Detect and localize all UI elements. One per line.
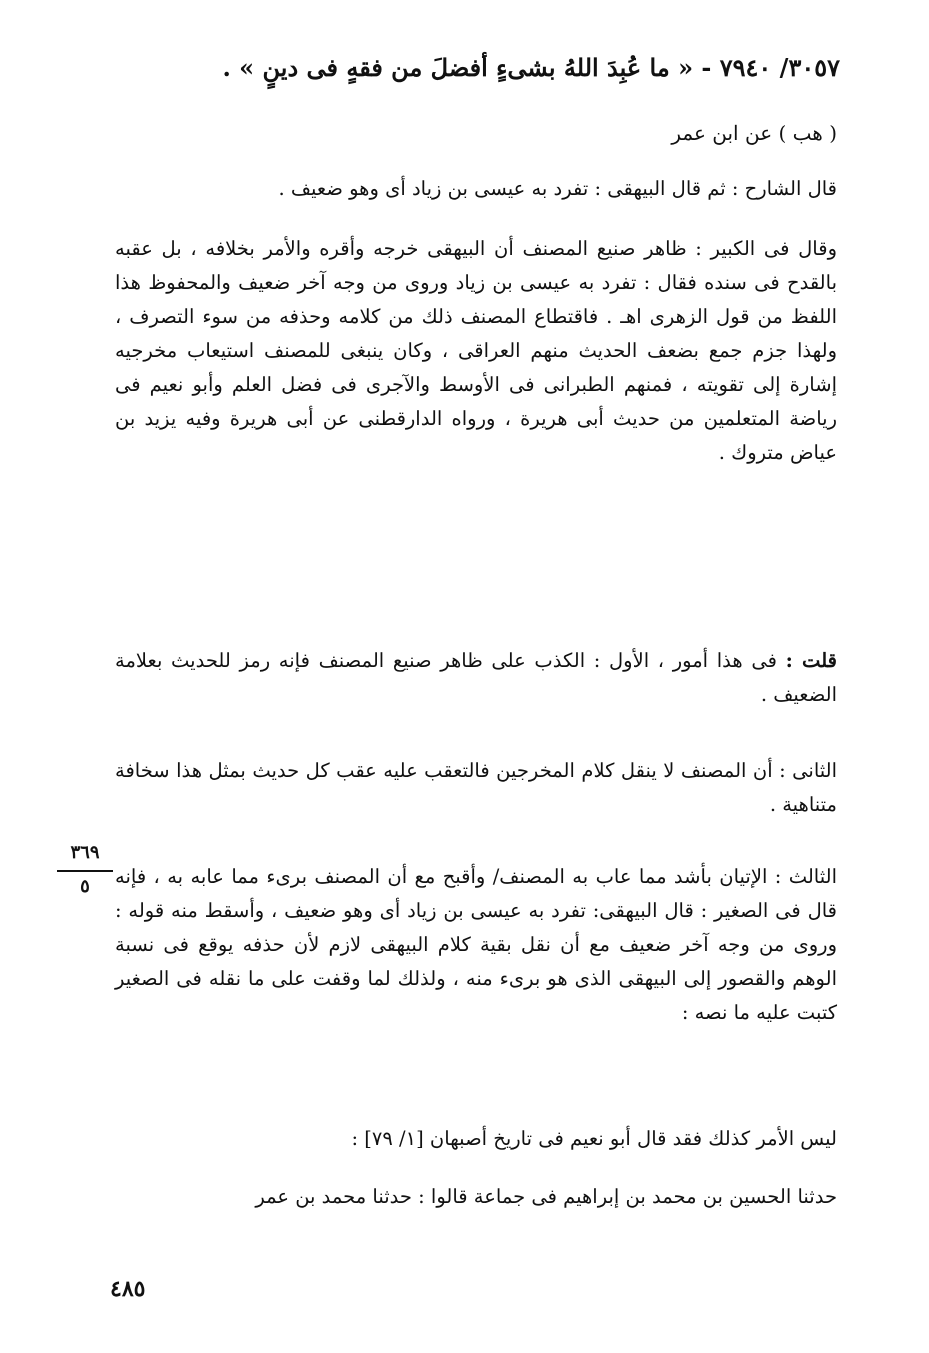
margin-folio-reference (56, 842, 114, 898)
margin-line: ٥ (80, 876, 90, 897)
hadith-source: ( هب ) عن ابن عمر (671, 121, 837, 145)
response-paragraph-third: الثالث : الإتيان بأشد مما عاب به المصنف/ وأقبح مع أن المصنف برىء مما عابه به ، فإنه قال فى الصغير : قال البيهقى: تفرد به عيسى بن زياد أى وهو ضعيف ، وأسقط منه قوله : وروى من وجه آخر ضعيف مع أن نقل بقية كلام البيهقى لازم لأن حذفه يوقع فى نسبة الوهم والقصور إلى البيهقى الذى هو برىء منه ، ولذلك لما وقفت على ما نقله فى الصغير كتبت عليه ما نصه : (115, 865, 837, 1024)
response-paragraph-citation: ليس الأمر كذلك فقد قال أبو نعيم فى تاريخ أصبهان [١/ ٧٩] : (351, 1127, 837, 1150)
commentary-paragraph-2: وقال فى الكبير : ظاهر صنيع المصنف أن البيهقى خرجه وأقره والأمر بخلافه ، بل عقبه بالقدح فى سنده فقال : تفرد به عيسى بن زياد وروى من وجه آخر ضعيف والمحفوظ هذا اللفظ من قول الزهرى اهـ . فاقتطاع المصنف ذلك من كلامه وحذفه من سوء التصرف ، ولهذا جزم جمع بضعف الحديث منهم العراقى ، وكان ينبغى للمصنف استيعاب مخرجيه إشارة إلى تقويته ، فمنهم الطبرانى فى الأوسط والآجرى فى فضل العلم وأبو نعيم فى رياضة المتعلمين من حديث أبى هريرة ، ورواه الدارقطنى عن أبى هريرة وفيه يزيد بن عياض متروك . (115, 237, 837, 464)
response-paragraph-second: الثانى : أن المصنف لا ينقل كلام المخرجين فالتعقب عليه عقب كل حديث بمثل هذا سخافة متناهية . (115, 759, 837, 816)
commentary-paragraph-1: قال الشارح : ثم قال البيهقى : تفرد به عيسى بن زياد أى وهو ضعيف . (278, 177, 837, 200)
response-paragraph-isnad: حدثنا الحسين بن محمد بن إبراهيم فى جماعة قالوا : حدثنا محمد بن عمر (255, 1185, 837, 1208)
hadith-heading: ٣٠٥٧/ ٧٩٤٠ - « ما عُبِدَ اللهُ بشىءٍ أفضلَ من فقهٍ فى دينٍ » . (222, 53, 840, 82)
margin-folio: ٣٦٩ (70, 842, 100, 863)
response-lead: قلت : (785, 649, 837, 672)
response-first-text: فى هذا أمور ، الأول : الكذب على ظاهر صنيع المصنف فإنه رمز للحديث بعلامة الضعيف . (115, 649, 837, 706)
margin-divider (57, 870, 113, 872)
page-number: ٤٨٥ (110, 1276, 146, 1302)
response-paragraph-first (115, 644, 837, 712)
